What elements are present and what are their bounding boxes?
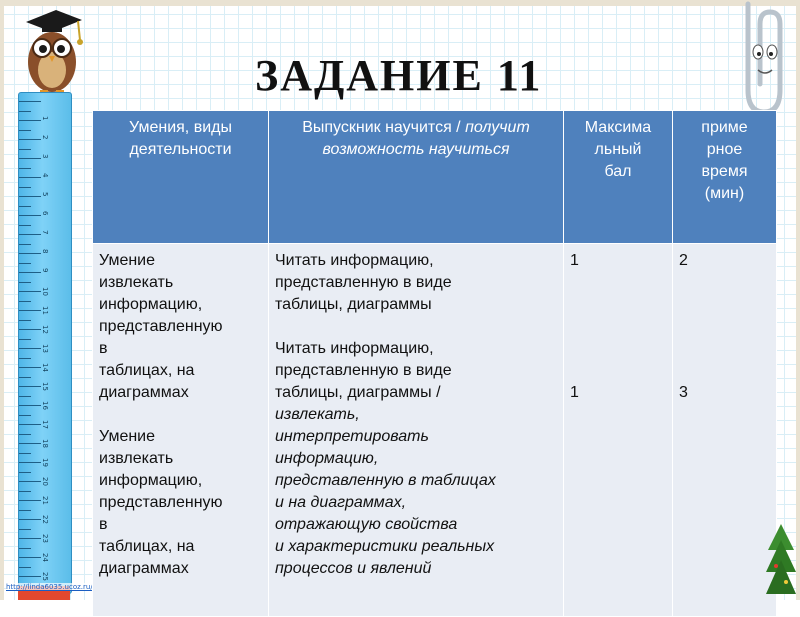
ruler-tick	[19, 206, 31, 207]
ruler-tick	[19, 253, 41, 254]
ruler-number: 24	[41, 553, 49, 562]
header-outcomes-italic: получит возможность научиться	[322, 119, 530, 158]
slide-title: ЗАДАНИЕ 11	[255, 51, 543, 100]
ruler-number: 12	[41, 325, 49, 334]
ruler-tick	[19, 434, 31, 435]
cell-outcomes: Читать информацию, представленную в виде таблицы, диаграммы Читать информацию, представленную в виде таблицы, диаграммы / извлекать, интерпретировать информацию, представленную в таблицах и на диаграммах, отражающую свойства и характеристики реальных процессов и явлений	[269, 244, 564, 617]
ruler-tick	[19, 462, 41, 463]
ruler-tick	[19, 310, 41, 311]
ruler-tick	[19, 263, 31, 264]
ruler-tick	[19, 491, 31, 492]
ruler-tick	[19, 168, 31, 169]
frame-top	[0, 0, 800, 6]
ruler-tick	[19, 367, 41, 368]
ruler-tick	[19, 101, 41, 102]
ruler-number: 23	[41, 534, 49, 543]
cell-max-score: 1 1	[564, 244, 673, 617]
ruler-number: 17	[41, 420, 49, 429]
ruler-tick	[19, 481, 41, 482]
ruler-tick	[19, 500, 41, 501]
ruler-number: 16	[41, 401, 49, 410]
ruler-tick	[19, 415, 31, 416]
cell-time: 2 3	[673, 244, 777, 617]
ruler-number: 10	[41, 287, 49, 296]
ruler-tick	[19, 139, 41, 140]
task-table	[92, 110, 777, 617]
header-outcomes-normal: Выпускник научится /	[302, 119, 461, 136]
ruler-tick	[19, 272, 41, 273]
ruler-number: 4	[41, 173, 49, 178]
ruler-number: 6	[41, 211, 49, 216]
ruler-icon	[18, 92, 72, 594]
ruler-tick	[19, 339, 31, 340]
ruler-tick	[19, 519, 41, 520]
ruler-tick	[19, 424, 41, 425]
ruler-number: 21	[41, 496, 49, 505]
ruler-tick	[19, 548, 31, 549]
ruler-tick	[19, 196, 41, 197]
owl-graduate-icon	[20, 6, 84, 98]
ruler-tick	[19, 557, 41, 558]
ruler-tick	[19, 510, 31, 511]
ruler-tick	[19, 453, 31, 454]
table-row	[93, 244, 777, 617]
ruler-tick	[19, 405, 41, 406]
ruler-tick	[19, 158, 41, 159]
ruler-number: 1	[41, 116, 49, 121]
ruler-tick	[19, 358, 31, 359]
ruler-number: 15	[41, 382, 49, 391]
christmas-tree-icon	[766, 520, 796, 600]
ruler-tick	[19, 386, 41, 387]
ruler-tick	[19, 443, 41, 444]
ruler-number: 18	[41, 439, 49, 448]
header-time: приме рное время (мин)	[673, 111, 777, 244]
ruler-number: 3	[41, 154, 49, 159]
ruler-number: 22	[41, 515, 49, 524]
ruler-tick	[19, 348, 41, 349]
ruler-tick	[19, 244, 31, 245]
ruler-tick	[19, 187, 31, 188]
frame-right	[796, 0, 800, 600]
ruler-tick	[19, 396, 31, 397]
ruler-tick	[19, 130, 31, 131]
ruler-tick	[19, 329, 41, 330]
ruler-number: 7	[41, 230, 49, 235]
header-max-score: Максима льный бал	[564, 111, 673, 244]
ruler-tick	[19, 120, 41, 121]
ruler-number: 8	[41, 249, 49, 254]
header-outcomes	[269, 111, 564, 244]
table-header-row	[93, 111, 777, 244]
ruler-tick	[19, 529, 31, 530]
ruler-tick	[19, 111, 31, 112]
ruler-number: 11	[41, 306, 49, 315]
ruler-tick	[19, 215, 41, 216]
ruler-tick	[19, 320, 31, 321]
ruler-tick	[19, 576, 41, 577]
ruler-tick	[19, 234, 41, 235]
ruler-number: 25	[41, 572, 49, 581]
ruler-tick	[19, 567, 31, 568]
ruler-number: 5	[41, 192, 49, 197]
ruler-number: 20	[41, 477, 49, 486]
ruler-number: 13	[41, 344, 49, 353]
ruler-caption-link[interactable]: http://linda6035.ucoz.ru/	[6, 583, 93, 591]
ruler-number: 9	[41, 268, 49, 273]
ruler-number: 19	[41, 458, 49, 467]
ruler-tick	[19, 149, 31, 150]
ruler-tick	[19, 225, 31, 226]
frame-left	[0, 0, 4, 600]
header-skills: Умения, виды деятельности	[93, 111, 269, 244]
ruler-tick	[19, 538, 41, 539]
ruler-tick	[19, 301, 31, 302]
ruler-tick	[19, 177, 41, 178]
ruler-tick	[19, 291, 41, 292]
ruler-tick	[19, 377, 31, 378]
ruler-number: 14	[41, 363, 49, 372]
ruler-tick	[19, 472, 31, 473]
ruler-number: 2	[41, 135, 49, 140]
paperclip-face-icon	[728, 0, 790, 118]
ruler-tick	[19, 282, 31, 283]
cell-skills: Умение извлекать информацию, представленную в таблицах, на диаграммах Умение извлекать информацию, представленную в таблицах, на диаграммах	[93, 244, 269, 617]
